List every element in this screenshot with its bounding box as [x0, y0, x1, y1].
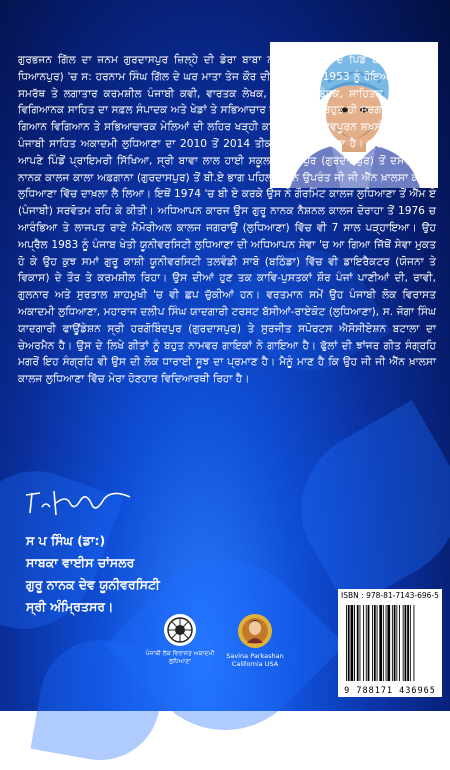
biography-paragraph: ਗੁਰਭਜਨ ਗਿੱਲ ਦਾ ਜਨਮ ਗੁਰਦਾਸਪੁਰ ਜ਼ਿਲ੍ਹੇ ਦੀ ਡੇਰਾ ਬਾਬਾ ਨਾਨਕ ਤਹਿਸੀਲ ਦੇ ਪਿੰਡ ਬਸੰਤ ਕੋਟ (ਨੇੜੇ ਧਿਆਨਪੁਰ) 'ਚ ਸ: ਹਰਨਾਮ ਸਿੰਘ ਗਿੱਲ ਦੇ ਘਰ ਮਾਤਾ ਤੇਜ ਕੌਰ ਦੀ ਕੁੱਖੋਂ 2 ਮਈ 1953 ਨੂੰ ਹੋਇਆ। ਗੁਰਭਜਨ ਸਮਰੱਥ ਤੇ ਲਗਾਤਾਰ ਕਰਮਸ਼ੀਲ ਪੰਜਾਬੀ ਕਵੀ, ਵਾਰਤਕ ਲੇਖਕ, ਸਮਰੱਥ ਪ੍ਰਬੰਧਕ, ਸਾਹਿਤਕ ਟਿੱਪਣੀਕਾਰ, ਵਿਗਿਆਨਕ ਸਾਹਿਤ ਦਾ ਸਫ਼ਲ ਸੰਪਾਦਕ ਅਤੇ ਖੇਡਾਂ ਤੇ ਸਭਿਆਚਾਰ ਦੇ ਖੇਤਰ ਵਿੱਚ ਬਹੁਤ ਹੀ ਸਰਗਰਮ ਕਾਮਾ ਹੈ। ਗਿਆਨ ਵਿਗਿਆਨ ਤੇ ਸਭਿਆਚਾਰਕ ਮੇਲਿਆਂ ਦੀ ਲਹਿਰ ਖੜ੍ਹੀ ਕਰਨ ਵਾਲੀ ਮਹੱਤਵਪੂਰਨ ਸ਼ਖ਼ਸੀਅਤ ਹੈ। ਉਹ ਪੰਜਾਬੀ ਸਾਹਿਤ ਅਕਾਦਮੀ ਲੁਧਿਆਣਾ ਦਾ 2010 ਤੋਂ 2014 ਤੀਕ ਪ੍ਰਧਾਨ ਵੀ ਰਿਹਾ ਹੈ। ਗੁਰਭਜਨ ਗਿੱਲ ਨੇ ਆਪਣੇ ਪਿੰਡੋਂ ਪ੍ਰਾਇਮਰੀ ਸਿੱਖਿਆ, ਸ੍ਰੀ ਬਾਵਾ ਲਾਲ ਹਾਈ ਸਕੂਲ ਧਿਆਨਪੁਰ (ਗੁਰਦਾਸਪੁਰ) ਤੋਂ ਦਸਵੀਂ, ਗੁਰੂ ਨਾਨਕ ਕਾਲਜ ਕਾਲਾ ਅਫ਼ਗਾਨਾ (ਗੁਰਦਾਸਪੁਰ) ਤੋਂ ਬੀ.ਏ ਭਾਗ ਪਹਿਲਾ ਕਰਨ ਉਪਰੰਤ ਜੀ ਜੀ ਐੱਨ ਖ਼ਾਲਸਾ ਕਾਲਜ ਲੁਧਿਆਣਾ ਵਿੱਚ ਦਾਖ਼ਲਾ ਲੈ ਲਿਆ। ਇਥੋਂ 1974 'ਚ ਬੀ ਏ ਕਰਕੇ ਉਸ ਨੇ ਗੌਰਮਿੰਟ ਕਾਲਜ ਲੁਧਿਆਣਾ ਤੋਂ ਐੱਮ ਏ (ਪੰਜਾਬੀ) ਸਰਵੋਤਮ ਰਹਿ ਕੇ ਕੀਤੀ। ਅਧਿਆਪਨ ਕਾਰਜ ਉਸ ਗੁਰੂ ਨਾਨਕ ਨੈਸ਼ਨਲ ਕਾਲਜ ਦੋਰਾਹਾ ਤੋਂ 1976 ਚ ਆਰੰਭਿਆ ਤੇ ਲਾਜਪਤ ਰਾਏ ਮੈਮੋਰੀਅਲ ਕਾਲਜ ਜਗਰਾਉਂ (ਲੁਧਿਆਣਾ) ਵਿੱਚ ਵੀ 7 ਸਾਲ ਪੜ੍ਹਾਇਆ। ਉਹ ਅਪ੍ਰੈਲ 1983 ਨੂੰ ਪੰਜਾਬ ਖੇਤੀ ਯੂਨੀਵਰਸਿਟੀ ਲੁਧਿਆਣਾ ਦੀ ਅਧਿਆਪਨ ਸੇਵਾ 'ਚ ਆ ਗਿਆ ਜਿੱਥੋਂ ਸੇਵਾ ਮੁਕਤ ਹੋ ਕੇ ਉਹ ਕੁਝ ਸਮਾਂ ਗੁਰੂ ਕਾਸ਼ੀ ਯੂਨੀਵਰਸਿਟੀ ਤਲਵੰਡੀ ਸਾਬੋ (ਬਠਿੰਡਾ) ਵਿੱਚ ਵੀ ਡਾਇਰੈਕਟਰ (ਯੋਜਨਾ ਤੇ ਵਿਕਾਸ) ਦੇ ਤੌਰ ਤੇ ਕਰਮਸ਼ੀਲ ਰਿਹਾ। ਉਸ ਦੀਆਂ ਹੁਣ ਤਕ ਕਾਵਿ-ਪੁਸਤਕਾਂ ਸ਼ੌਰ ਪੰਜਾਂ ਪਾਣੀਆਂ ਦੀ, ਰਾਵੀ, ਗੁਲਨਾਰ ਅਤੇ ਸੁਰਤਾਲ ਸ਼ਾਹਮੁਖੀ 'ਚ ਵੀ ਛਪ ਚੁੱਕੀਆਂ ਹਨ। ਵਰਤਮਾਨ ਸਮੇਂ ਉਹ ਪੰਜਾਬੀ ਲੋਕ ਵਿਰਾਸਤ ਅਕਾਦਮੀ ਲੁਧਿਆਣਾ, ਮਹਾਰਾਜ ਦਲੀਪ ਸਿੰਘ ਯਾਦਗਾਰੀ ਟਰਸਟ ਬੱਸੀਆਂ-ਰਾਏਕੋਟ (ਲੁਧਿਆਣਾ), ਸ. ਜੋਗਾ ਸਿੰਘ ਯਾਦਗਾਰੀ ਫਾਊਂਡੇਸ਼ਨ ਸ੍ਰੀ ਹਰਗੋਬਿੰਦਪੁਰ (ਗੁਰਦਾਸਪੁਰ) ਤੇ ਸੁਰਜੀਤ ਸਪੋਰਟਸ ਐਸੋਸੀਏਸ਼ਨ ਬਟਾਲਾ ਦਾ ਚੇਅਰਮੈਨ ਹੈ। ਉਸ ਦੇ ਲਿਖੇ ਗੀਤਾਂ ਨੂੰ ਬਹੁਤ ਨਾਮਵਰ ਗਾਇਕਾਂ ਨੇ ਗਾਇਆ ਹੈ। ਫੁੱਲਾਂ ਦੀ ਝਾਂਜਰ ਗੀਤ ਸੰਗ੍ਰਹਿ ਮਗਰੋਂ ਇਹ ਸੰਗ੍ਰਹਿ ਵੀ ਉਸ ਦੀ ਲੋਕ ਧਾਰਾਈ ਸੂਝ ਦਾ ਪ੍ਰਮਾਣ ਹੈ। ਮੈਨੂੰ ਮਾਣ ਹੈ ਕਿ ਉਹ ਜੀ ਜੀ ਐੱਨ ਖ਼ਾਲਸਾ ਕਾਲਜ ਲੁਧਿਆਣਾ ਵਿੱਚ ਮੇਰਾ ਹੋਣਹਾਰ ਵਿਦਿਆਰਥੀ ਰਿਹਾ ਹੈ। — [18, 54, 436, 386]
publisher-right-line-2: California USA — [231, 660, 279, 668]
barcode-bar — [383, 605, 384, 681]
barcode-bar — [387, 605, 390, 681]
barcode-bar — [346, 605, 347, 681]
barcode-bar — [357, 605, 359, 681]
barcode-bar — [405, 605, 407, 681]
signatory-title-3: ਸ੍ਰੀ ਅੰਮ੍ਰਿਤਸਰ। — [26, 599, 114, 614]
publisher-right — [225, 613, 285, 668]
signature — [20, 477, 140, 527]
decorative-leaf — [273, 400, 450, 610]
barcode-bar — [379, 605, 382, 681]
barcode-bars — [338, 603, 442, 683]
barcode-bar — [403, 605, 404, 681]
publisher-left-line-1: ਪੰਜਾਬੀ ਲੋਕ ਵਿਰਾਸਤ ਅਕਾਦਮੀ — [145, 650, 215, 657]
barcode-bar — [354, 605, 355, 681]
barcode-bar — [394, 605, 396, 681]
barcode-bar — [366, 605, 367, 681]
barcode-bar — [360, 605, 361, 681]
barcode-bar — [377, 605, 378, 681]
barcode-bar — [348, 605, 350, 681]
signatory-title-2: ਗੁਰੂ ਨਾਨਕ ਦੇਵ ਯੂਨੀਵਰਸਿਟੀ — [26, 577, 160, 592]
barcode-bar — [363, 605, 364, 681]
signatory-block — [26, 530, 160, 618]
publisher-right-line-1: Savina Parkashan — [226, 652, 284, 660]
author-biography — [18, 52, 436, 388]
barcode-bar — [396, 605, 397, 681]
barcode-bar — [399, 605, 400, 681]
isbn-barcode — [338, 589, 442, 697]
publisher-left — [145, 613, 215, 666]
barcode-bar — [374, 605, 376, 681]
barcode-bar — [368, 605, 370, 681]
barcode-bar — [386, 605, 387, 681]
isbn-digits: 9 788171 436965 — [344, 686, 436, 696]
isbn-label: ISBN : 978-81-7143-696-5 — [341, 591, 439, 600]
barcode-bar — [414, 605, 415, 681]
publisher-left-line-2: ਲੁਧਿਆਣਾ — [169, 658, 191, 665]
barcode-bar — [410, 605, 411, 681]
signatory-title-1: ਸਾਬਕਾ ਵਾਈਸ ਚਾਂਸਲਰ — [26, 555, 135, 570]
barcode-bar — [407, 605, 409, 681]
savina-logo-icon — [237, 613, 273, 649]
barcode-bar — [351, 605, 354, 681]
barcode-bar — [392, 605, 393, 681]
signatory-name: ਸ ਪ ਸਿੰਘ (ਡਾ:) — [26, 533, 106, 548]
barcode-bar — [372, 605, 373, 681]
academy-logo-icon — [163, 613, 197, 647]
